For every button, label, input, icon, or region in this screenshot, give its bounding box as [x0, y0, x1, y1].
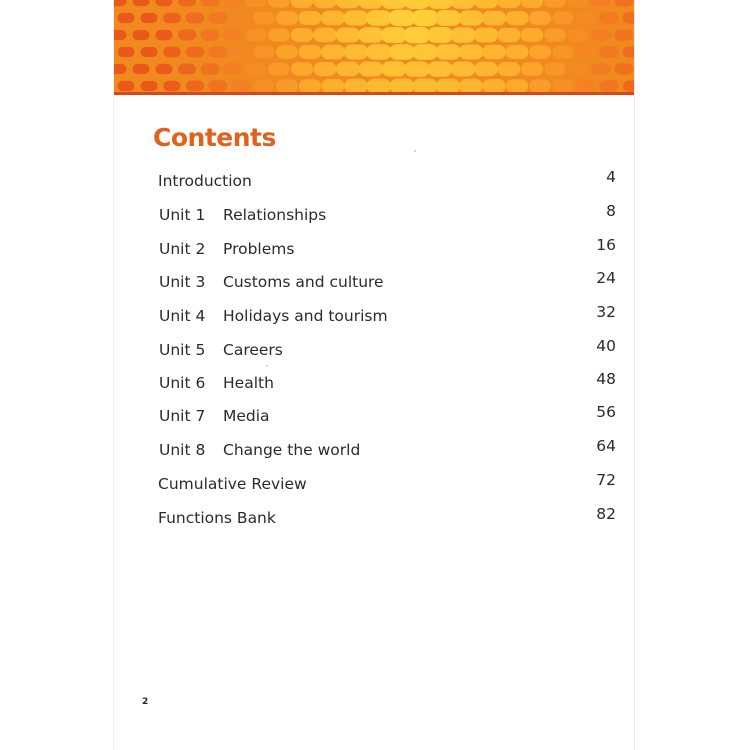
toc-entry-title: Change the world [223, 441, 361, 459]
banner-pill [178, 64, 196, 75]
banner-pill [482, 45, 506, 60]
toc-entry-page: 4 [606, 168, 616, 186]
banner-pill [313, 28, 337, 42]
banner-pill [576, 12, 596, 24]
banner-pill [141, 13, 158, 23]
toc-entry-unit: Unit 8 [159, 441, 206, 459]
banner-pill [576, 80, 596, 92]
banner-pill [313, 0, 337, 8]
banner-pill [459, 10, 484, 25]
toc-entry-unit: Unit 2 [159, 240, 206, 258]
banner-pill [474, 0, 498, 8]
banner-pill [201, 63, 220, 74]
banner-pill [435, 44, 460, 60]
banner-pill [498, 62, 521, 76]
banner-pill [576, 46, 596, 58]
banner-pill [155, 0, 172, 6]
toc-entry-page: 8 [606, 202, 616, 220]
toc-entry-unit-6[interactable] [158, 371, 616, 395]
toc-entry-introduction[interactable] [158, 169, 616, 193]
banner-pill [163, 47, 181, 58]
toc-entry-unit-1[interactable] [158, 203, 616, 227]
banner-pill [186, 81, 204, 92]
banner-pill [412, 10, 439, 26]
banner-pill [382, 61, 407, 76]
banner-pill [427, 0, 453, 9]
banner-pill [336, 62, 360, 77]
toc-entry-page: 82 [596, 505, 616, 523]
banner-pill [163, 13, 181, 24]
banner-pill [615, 63, 634, 74]
banner-pill [591, 63, 611, 75]
banner-pill [615, 29, 634, 40]
banner-pill [114, 64, 127, 74]
banner-pill [344, 10, 369, 25]
banner-pill [246, 29, 267, 42]
banner-pill [568, 29, 589, 42]
banner-pill [482, 11, 506, 26]
toc-entry-unit: Unit 1 [159, 206, 206, 224]
banner-pill [497, 28, 520, 42]
banner-pill [155, 30, 172, 40]
banner-pill [155, 64, 172, 74]
banner-pill [359, 62, 384, 77]
banner-pill [186, 47, 205, 58]
banner-pill [118, 13, 135, 23]
banner-pill [366, 10, 392, 26]
banner-pill [246, 0, 267, 7]
banner-pill [591, 0, 611, 7]
banner-pill [552, 46, 573, 59]
banner-pill [459, 45, 484, 60]
header-banner [114, 0, 634, 94]
banner-pill [141, 47, 158, 57]
banner-pill [389, 44, 415, 60]
print-speck [414, 150, 416, 152]
banner-pill [435, 10, 461, 26]
banner-pill [208, 12, 227, 24]
banner-pill [268, 28, 290, 41]
toc-entry-title: Holidays and tourism [223, 307, 388, 325]
banner-pill [246, 63, 267, 76]
toc-entry-title: Problems [223, 240, 295, 258]
banner-pill [322, 79, 345, 93]
toc-entry-unit: Unit 4 [159, 307, 206, 325]
banner-pill [291, 62, 313, 76]
toc-entry-title: Cumulative Review [158, 475, 307, 493]
banner-pill [428, 61, 453, 76]
banner-pill [178, 0, 196, 6]
banner-pill [209, 80, 228, 92]
banner-pill [521, 0, 543, 8]
banner-pill [231, 80, 251, 92]
banner-pill [276, 11, 298, 24]
toc-entry-unit-2[interactable] [158, 237, 616, 261]
banner-pill [483, 79, 506, 93]
banner-pill [381, 0, 407, 9]
banner-pill [186, 12, 205, 23]
toc-entry-page: 56 [596, 403, 616, 421]
banner-pill [544, 0, 566, 8]
toc-entry-page: 24 [596, 269, 616, 287]
banner-pill [599, 80, 618, 92]
banner-pill [133, 0, 150, 6]
banner-pill [118, 47, 135, 57]
banner-pill [223, 0, 243, 7]
banner-pill [599, 12, 619, 24]
toc-entry-page: 40 [596, 337, 616, 355]
banner-pill [544, 63, 565, 76]
banner-pill [544, 28, 566, 41]
toc-entry-title: Introduction [158, 172, 252, 190]
banner-pill [404, 61, 429, 76]
banner-pill [223, 63, 243, 75]
banner-pill [141, 81, 158, 91]
banner-pill [358, 0, 383, 9]
banner-pill [451, 62, 475, 77]
toc-entry-unit: Unit 7 [159, 407, 206, 425]
toc-entry-title: Careers [223, 341, 283, 359]
toc-entry-unit-4[interactable] [158, 304, 616, 328]
banner-pill [474, 28, 498, 43]
banner-pill [314, 62, 337, 76]
banner-pill [291, 28, 314, 42]
banner-pill [114, 30, 127, 40]
toc-entry-unit-7[interactable] [158, 404, 616, 428]
banner-pill [474, 62, 498, 76]
banner-pill [412, 44, 438, 60]
banner-pill [133, 30, 150, 40]
banner-pill [529, 45, 551, 58]
page-number: 2 [142, 697, 149, 707]
banner-pill [366, 44, 391, 60]
toc-entry-unit: Unit 5 [159, 341, 206, 359]
banner-pill [529, 11, 551, 25]
toc-entry-unit-5[interactable] [158, 338, 616, 362]
banner-pill [381, 27, 407, 43]
banner-pill [299, 45, 322, 59]
banner-pill [568, 63, 589, 75]
banner-pill [451, 0, 476, 9]
banner-pill [529, 79, 551, 92]
banner-pill [118, 81, 135, 91]
banner-pill [231, 12, 251, 24]
banner-pill [163, 81, 180, 91]
banner-pill [404, 27, 431, 43]
toc-entry-title: Media [223, 407, 270, 425]
banner-pill [358, 27, 383, 43]
toc-entry-title: Relationships [223, 206, 327, 224]
toc-entry-title: Health [223, 374, 274, 392]
banner-pill [623, 81, 634, 92]
toc-entry-unit-8[interactable] [158, 438, 616, 462]
banner-pill [344, 45, 368, 60]
print-speck [266, 365, 268, 367]
banner-pill [497, 0, 520, 8]
banner-pill [389, 10, 416, 26]
banner-pill [506, 11, 529, 25]
banner-pill [451, 27, 476, 42]
toc-entry-page: 72 [596, 471, 616, 489]
banner-pattern [114, 0, 634, 94]
banner-pill [254, 80, 275, 93]
banner-pill [253, 12, 274, 25]
banner-pill [336, 28, 360, 43]
banner-pill [254, 46, 275, 59]
banner-pill [276, 80, 298, 93]
banner-rule [114, 92, 634, 95]
banner-pill [427, 27, 453, 43]
banner-pill [299, 79, 321, 93]
banner-pill [336, 0, 360, 8]
toc-entry-unit: Unit 3 [159, 273, 206, 291]
banner-pill [553, 80, 574, 93]
toc-entry-unit-3[interactable] [158, 270, 616, 294]
banner-pill [276, 45, 298, 58]
toc-entry-page: 16 [596, 236, 616, 254]
banner-pill [299, 11, 322, 25]
banner-pill [623, 12, 634, 23]
banner-pill [521, 62, 543, 76]
banner-pill [133, 64, 150, 74]
banner-pill [201, 29, 220, 41]
banner-pill [201, 0, 220, 7]
banner-pill [178, 30, 196, 41]
banner-pill [568, 0, 589, 7]
toc-entry-page: 64 [596, 437, 616, 455]
banner-pill [552, 12, 573, 25]
banner-pill [268, 63, 290, 76]
toc-entry-functions-bank[interactable] [158, 506, 616, 530]
toc-entry-page: 32 [596, 303, 616, 321]
banner-pill [599, 46, 618, 58]
banner-pill [321, 45, 345, 60]
toc-entry-title: Functions Bank [158, 509, 276, 527]
banner-pill [591, 29, 611, 41]
banner-pill [231, 46, 251, 58]
toc-entry-cumulative-review[interactable] [158, 472, 616, 496]
banner-pill [208, 46, 227, 58]
toc-entry-page: 48 [596, 370, 616, 388]
banner-pill [291, 0, 314, 8]
banner-pill [521, 28, 544, 42]
banner-pill [321, 11, 345, 26]
banner-pill [615, 0, 634, 7]
toc-entry-title: Customs and culture [223, 273, 384, 291]
toc-entry-unit: Unit 6 [159, 374, 206, 392]
banner-pill [268, 0, 290, 8]
banner-pill [404, 0, 430, 9]
contents-heading: Contents [153, 123, 276, 152]
banner-pill [223, 29, 243, 41]
banner-pill [623, 46, 634, 57]
banner-pill [506, 45, 529, 59]
banner-pill [506, 79, 528, 93]
